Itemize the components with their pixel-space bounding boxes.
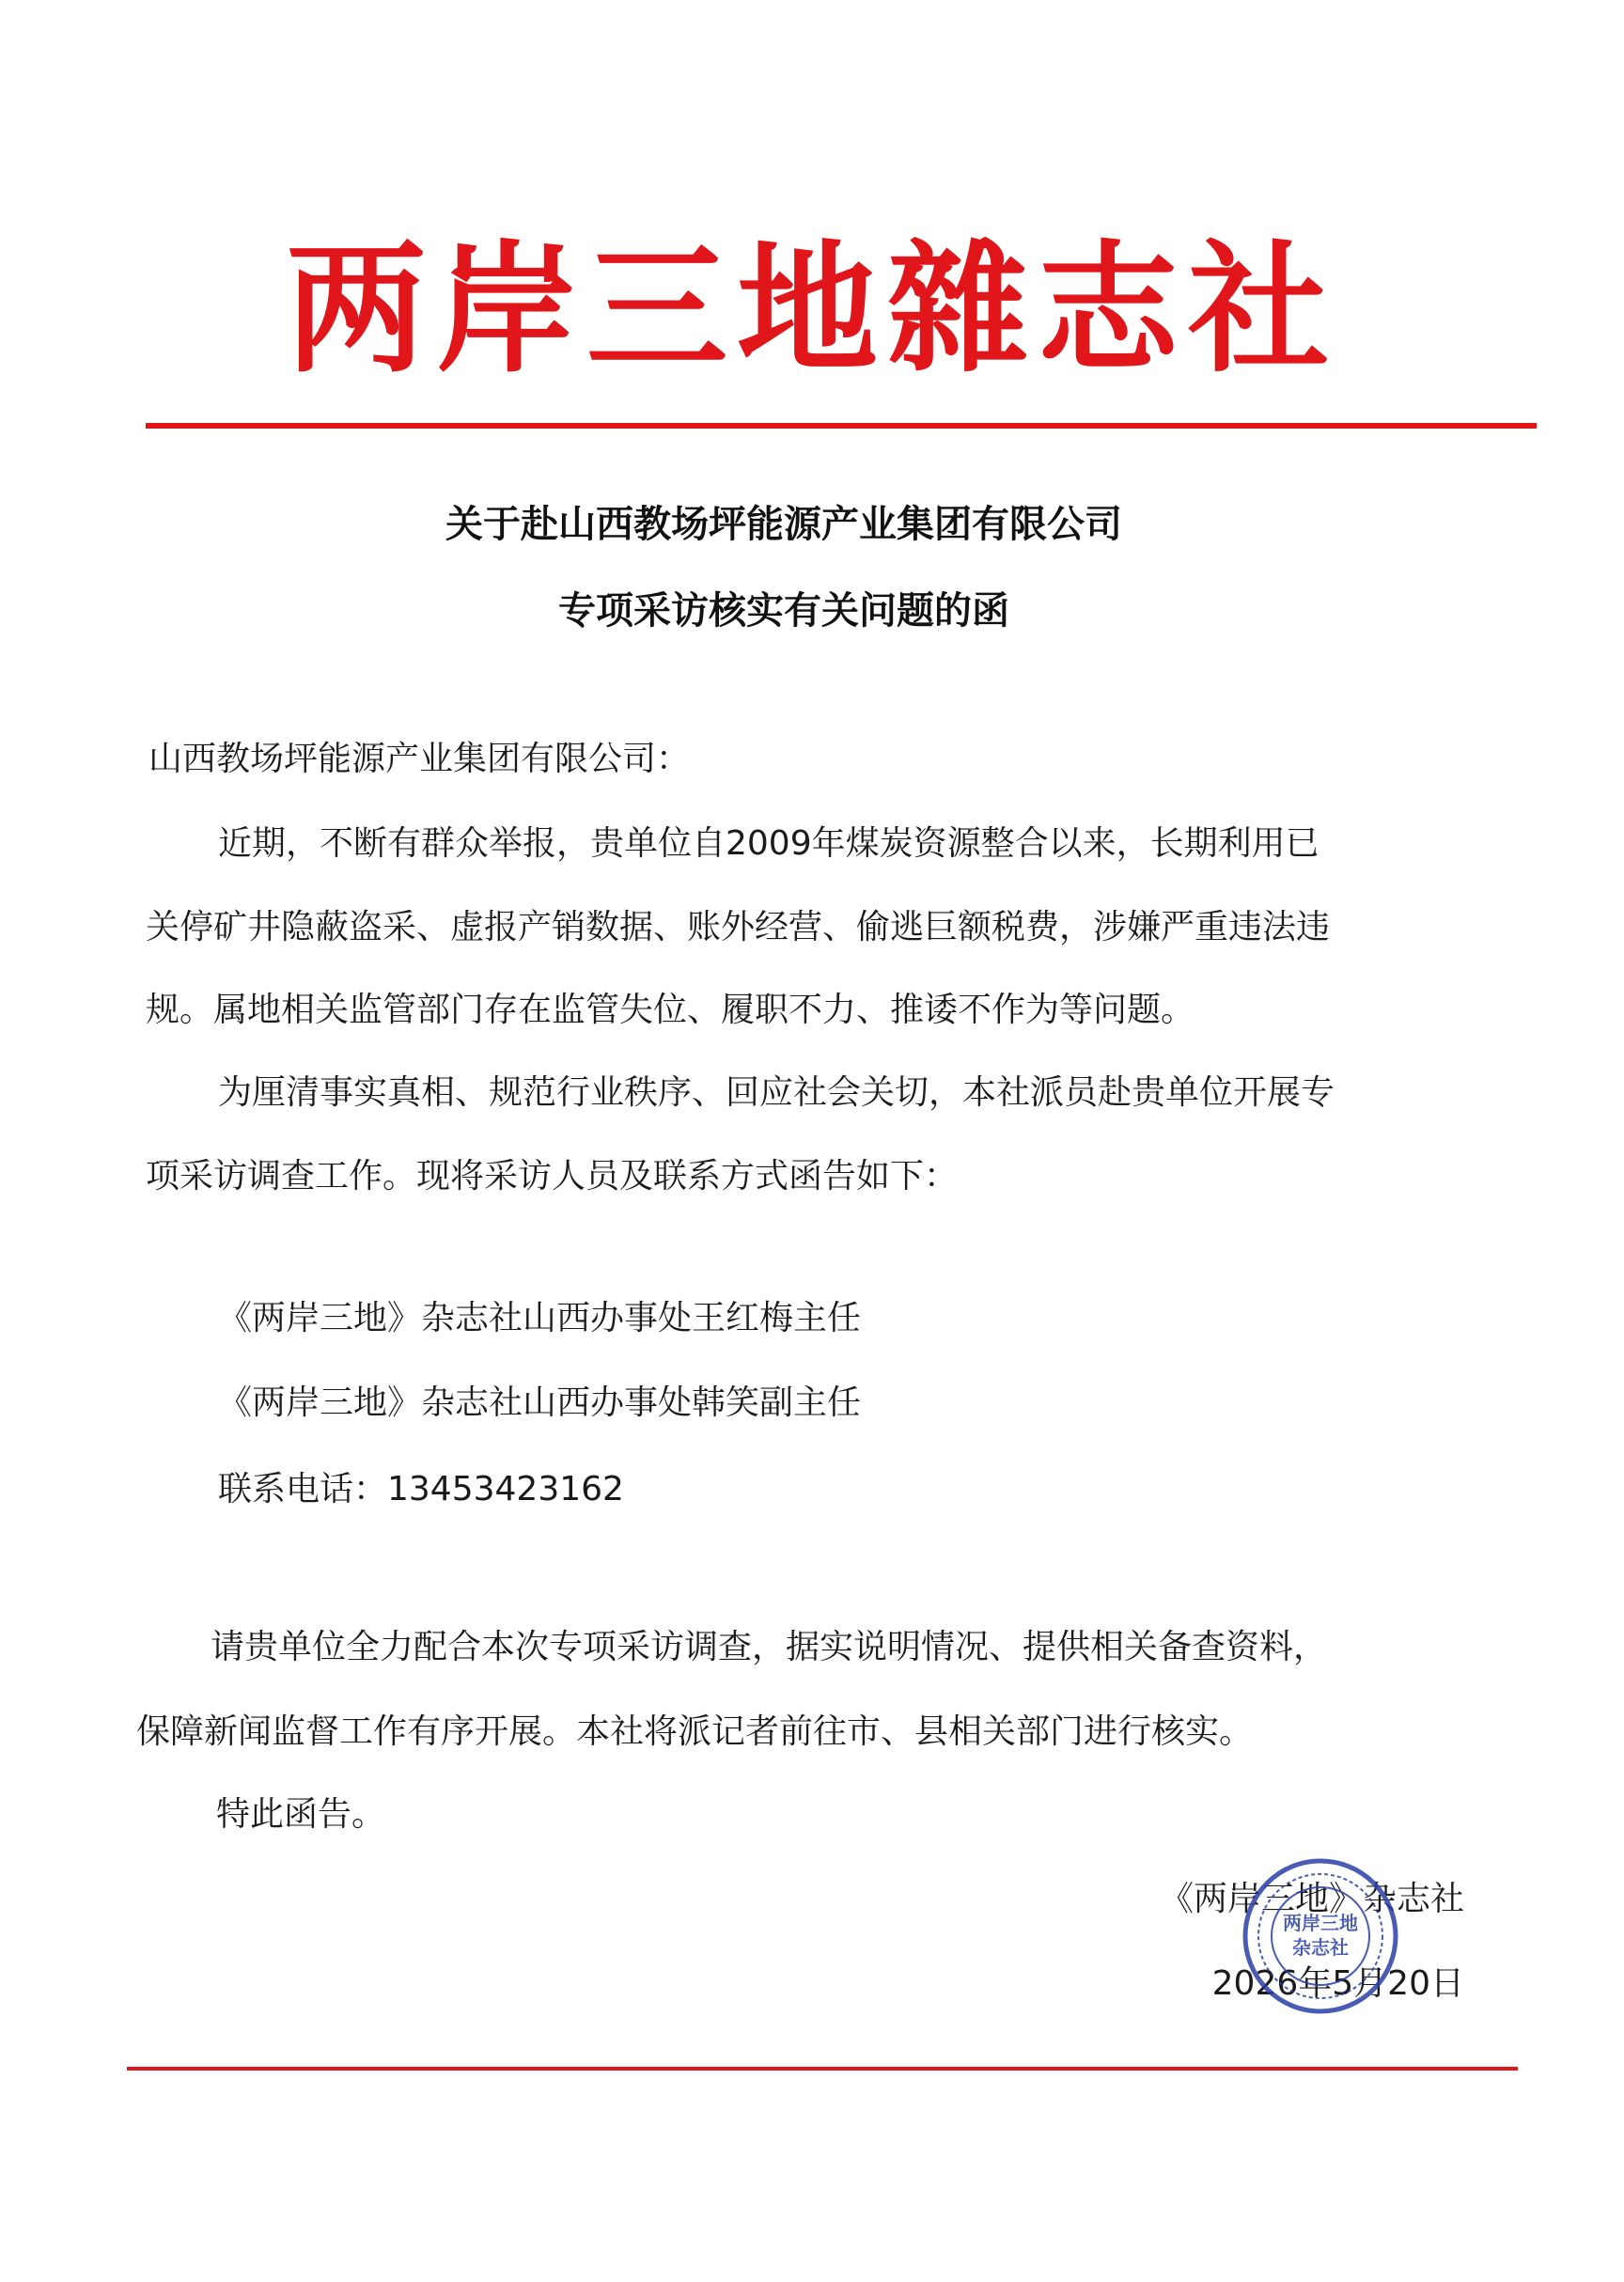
signature-date: 2026年5月20日	[1211, 1964, 1464, 2003]
paragraph-3-line-2: 保障新闻监督工作有序开展。本社将派记者前往市、县相关部门进行核实。	[136, 1712, 1254, 1751]
svg-text:两岸三地: 两岸三地	[1283, 1912, 1358, 1934]
closing-remark: 特此函告。	[216, 1795, 386, 1834]
paragraph-3-line-1: 请贵单位全力配合本次专项采访调查，据实说明情况、提供相关备查资料，	[211, 1628, 1328, 1666]
paragraph-2-line-2: 项采访调查工作。现将采访人员及联系方式函告如下：	[146, 1157, 959, 1196]
contact-phone: 联系电话：13453423162	[218, 1470, 624, 1508]
signature-organization: 《两岸三地》杂志社	[1159, 1880, 1464, 1918]
paragraph-1-line-1: 近期，不断有群众举报，贵单位自2009年煤炭资源整合以来，长期利用已	[218, 824, 1320, 863]
official-seal-icon	[1241, 1856, 1400, 2016]
paragraph-2-line-1: 为厘清事实真相、规范行业秩序、回应社会关切，本社派员赴贵单位开展专	[218, 1073, 1335, 1112]
contact-person-2: 《两岸三地》杂志社山西办事处韩笑副主任	[218, 1383, 862, 1422]
svg-text:杂志社: 杂志社	[1292, 1936, 1349, 1959]
masthead-red-rule	[146, 423, 1537, 429]
document-title-line-1: 关于赴山西教场坪能源产业集团有限公司	[445, 502, 1122, 546]
paragraph-1-line-3: 规。属地相关监管部门存在监管失位、履职不力、推诿不作为等问题。	[146, 991, 1195, 1029]
paragraph-1-line-2: 关停矿井隐蔽盗采、虚报产销数据、账外经营、偷逃巨额税费，涉嫌严重违法违	[146, 908, 1331, 946]
footer-red-rule	[127, 2067, 1518, 2071]
salutation: 山西教场坪能源产业集团有限公司：	[148, 740, 691, 778]
masthead-title: 两岸三地雜志社	[285, 228, 1338, 392]
document-title-line-2: 专项采访核实有关问题的函	[558, 588, 1009, 633]
contact-person-1: 《两岸三地》杂志社山西办事处王红梅主任	[218, 1299, 862, 1337]
